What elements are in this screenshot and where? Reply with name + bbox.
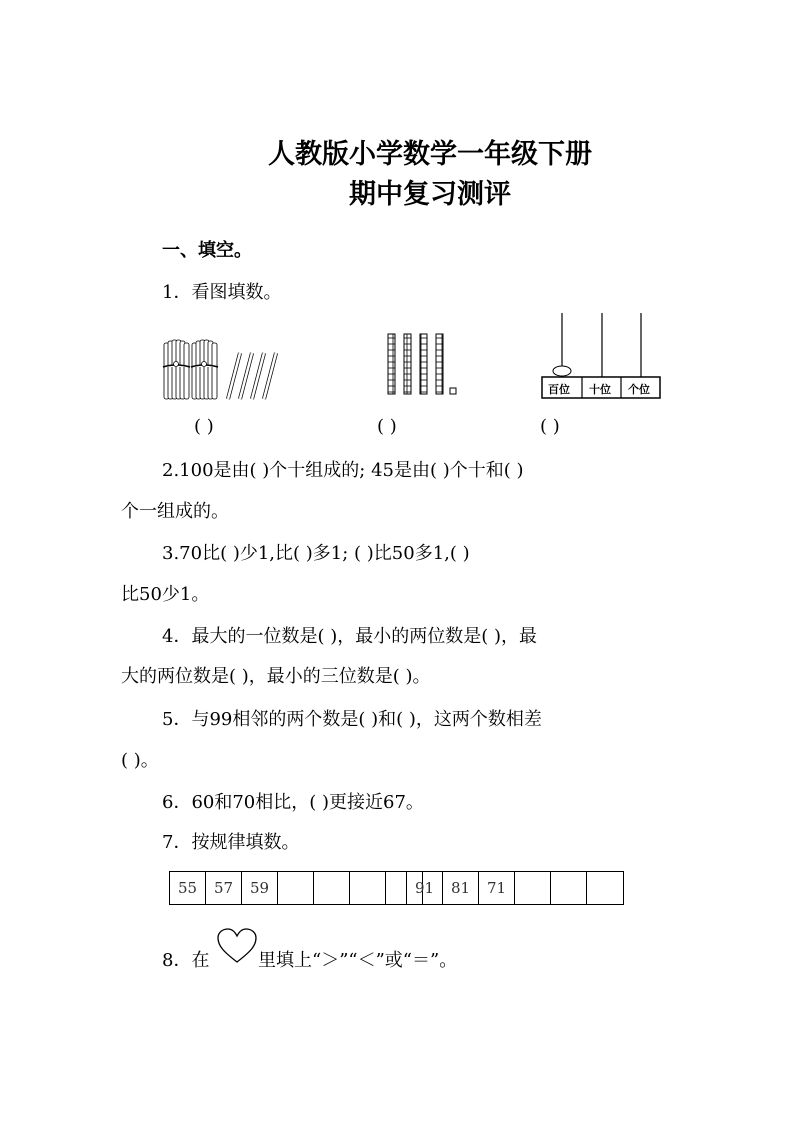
q5-line-1: 5．与99相邻的两个数是( )和( )，这两个数相差 — [162, 709, 542, 730]
sequence-cell: 91 — [407, 872, 443, 904]
q8-text-after: 里填上“＞”“＜”或“＝”。 — [258, 950, 458, 971]
sequence-blank-cell[interactable] — [515, 872, 551, 904]
q3-line-2: 比50少1。 — [121, 584, 210, 605]
title-line-2: 期中复习测评 — [349, 179, 511, 210]
sequence-blank-cell[interactable] — [350, 872, 386, 904]
sequence-cell: 55 — [170, 872, 206, 904]
heart-icon — [216, 928, 258, 964]
answer-blank[interactable]: ( ) — [377, 416, 397, 437]
number-sequence-a — [169, 871, 423, 905]
sequence-blank-cell[interactable] — [314, 872, 350, 904]
q2-line-2: 个一组成的。 — [121, 501, 229, 522]
q6-line: 6．60和70相比，( )更接近67。 — [162, 792, 424, 813]
place-value-blocks-figure — [386, 332, 462, 400]
q3-line-1: 3.70比( )少1,比( )多1; ( )比50多1,( ) — [162, 543, 470, 564]
sequence-blank-cell[interactable] — [587, 872, 623, 904]
q4-line-1: 4．最大的一位数是( )，最小的两位数是( )，最 — [162, 626, 537, 647]
sequence-cell: 71 — [479, 872, 515, 904]
q7-prompt: 7．按规律填数。 — [162, 832, 300, 853]
title-line-1: 人教版小学数学一年级下册 — [268, 139, 592, 170]
q4-line-2: 大的两位数是( )，最小的三位数是( )。 — [121, 666, 431, 687]
number-sequence-b — [406, 871, 624, 905]
abacus-tens-label: 十位 — [589, 383, 611, 396]
sequence-blank-cell[interactable] — [551, 872, 587, 904]
abacus-ones-label: 个位 — [628, 383, 650, 396]
sequence-cell: 59 — [242, 872, 278, 904]
q8-text-before: 8．在 — [162, 950, 210, 971]
answer-blank[interactable]: ( ) — [194, 416, 214, 437]
abacus-hundreds-label: 百位 — [548, 383, 570, 396]
section-heading-fill-blank: 一、填空。 — [162, 240, 252, 261]
answer-blank[interactable]: ( ) — [540, 416, 560, 437]
sequence-blank-cell[interactable] — [278, 872, 314, 904]
sequence-cell: 57 — [206, 872, 242, 904]
sequence-cell: 81 — [443, 872, 479, 904]
q5-line-2: ( )。 — [121, 750, 159, 771]
q1-prompt: 1．看图填数。 — [162, 282, 282, 303]
stick-bundles-figure — [160, 337, 285, 403]
q2-line-1: 2.100是由( )个十组成的; 45是由( )个十和( ) — [162, 460, 524, 481]
